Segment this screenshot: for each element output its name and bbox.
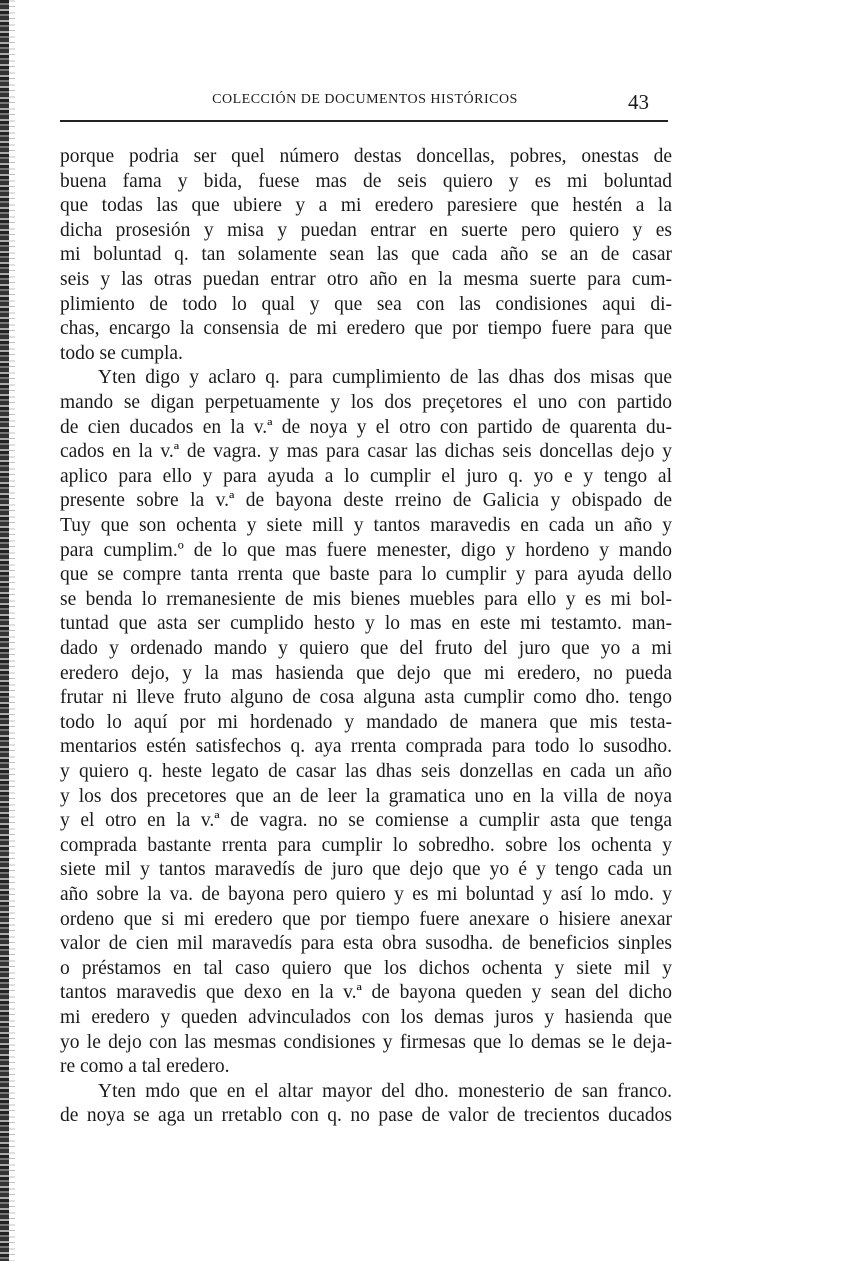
header-rule <box>60 120 668 122</box>
text-line: para cumplim.º de lo que mas fuere menester, digo y hordeno y mando <box>60 539 672 561</box>
text-line: todo lo aquí por mi hordenado y mandado de manera que mis testa- <box>60 711 672 733</box>
text-line: Yten mdo que en el altar mayor del dho. monesterio de san franco. <box>98 1080 672 1102</box>
text-line: tantos maravedis que dexo en la v.ª de bayona queden y sean del dicho <box>60 982 672 1004</box>
text-line: mentarios estén satisfechos q. aya rrenta comprada para todo lo susodho. <box>60 736 672 758</box>
text-line: seis y las otras puedan entrar otro año en la mesma suerte para cum- <box>60 269 672 290</box>
running-header: COLECCIÓN DE DOCUMENTOS HISTÓRICOS <box>212 92 518 107</box>
text-line: dicha prosesión y misa y puedan entrar en suerte pero quiero y es <box>60 219 672 241</box>
text-line: dado y ordenado mando y quiero que del fruto del juro que yo a mi <box>60 638 672 659</box>
text-line: yo le dejo con las mesmas condisiones y firmesas que lo demas se le deja- <box>60 1031 672 1053</box>
text-line: buena fama y bida, fuese mas de seis quiero y es mi boluntad <box>60 170 672 192</box>
text-line: frutar ni lleve fruto alguno de cosa alguna asta cumplir como dho. tengo <box>60 687 672 709</box>
text-line: presente sobre la v.ª de bayona deste rreino de Galicia y obispado de <box>60 490 672 512</box>
text-line: plimiento de todo lo qual y que sea con las condisiones aqui di- <box>60 293 672 315</box>
text-line: Tuy que son ochenta y siete mill y tantos maravedis en cada un año y <box>60 515 672 536</box>
text-line: año sobre la va. de bayona pero quiero y es mi boluntad y así lo mdo. y <box>60 884 672 905</box>
text-line: y quiero q. heste legato de casar las dhas seis donzellas en cada un año <box>60 761 672 782</box>
text-line: de noya se aga un rretablo con q. no pase de valor de trecientos ducados <box>60 1105 672 1127</box>
text-line: siete mil y tantos maravedís de juro que dejo que yo é y tengo cada un <box>60 859 672 881</box>
text-line: y los dos precetores que an de leer la gramatica uno en la villa de noya <box>60 785 672 807</box>
text-line: todo se cumpla. <box>60 342 183 364</box>
text-line: y el otro en la v.ª de vagra. no se comiense a cumplir asta que tenga <box>60 810 672 832</box>
page-number: 43 <box>628 90 649 114</box>
text-line: tuntad que asta ser cumplido hesto y lo mas en este mi testamto. man- <box>60 613 672 635</box>
text-line: que se compre tanta rrenta que baste para lo cumplir y para ayuda dello <box>60 564 672 586</box>
text-line: de cien ducados en la v.ª de noya y el otro con partido de quarenta du- <box>60 416 672 438</box>
text-line: valor de cien mil maravedís para esta obra susodha. de beneficios sinples <box>60 933 672 955</box>
scan-binding-edge <box>0 0 9 1261</box>
text-line: mi eredero y queden advinculados con los demas juros y hasienda que <box>60 1007 672 1028</box>
text-line: mando se digan perpetuamente y los dos preçetores el uno con partido <box>60 392 672 413</box>
text-line: se benda lo rremanesiente de mis bienes muebles para ello y es mi bol- <box>60 588 672 610</box>
text-line: comprada bastante rrenta para cumplir lo sobredho. sobre los ochenta y <box>60 834 672 856</box>
text-line: mi boluntad q. tan solamente sean las que cada año se an de casar <box>60 244 672 266</box>
text-line: re como a tal eredero. <box>60 1056 230 1078</box>
text-line: eredero dejo, y la mas hasienda que dejo que mi eredero, no pueda <box>60 662 672 684</box>
text-line: ordeno que si mi eredero que por tiempo fuere anexare o hisiere anexar <box>60 908 672 930</box>
text-line: Yten digo y aclaro q. para cumplimiento de las dhas dos misas que <box>98 367 672 389</box>
text-line: que todas las que ubiere y a mi eredero paresiere que hestén a la <box>60 195 672 217</box>
text-line: o préstamos en tal caso quiero que los dichos ochenta y siete mil y <box>60 957 672 979</box>
text-line: aplico para ello y para ayuda a lo cumplir el juro q. yo e y tengo al <box>60 465 672 487</box>
text-line: porque podria ser quel número destas doncellas, pobres, onestas de <box>60 146 672 167</box>
text-line: cados en la v.ª de vagra. y mas para casar las dichas seis doncellas dejo y <box>60 441 672 463</box>
text-line: chas, encargo la consensia de mi eredero que por tiempo fuere para que <box>60 318 672 340</box>
scan-binding-shadow <box>9 0 15 1261</box>
